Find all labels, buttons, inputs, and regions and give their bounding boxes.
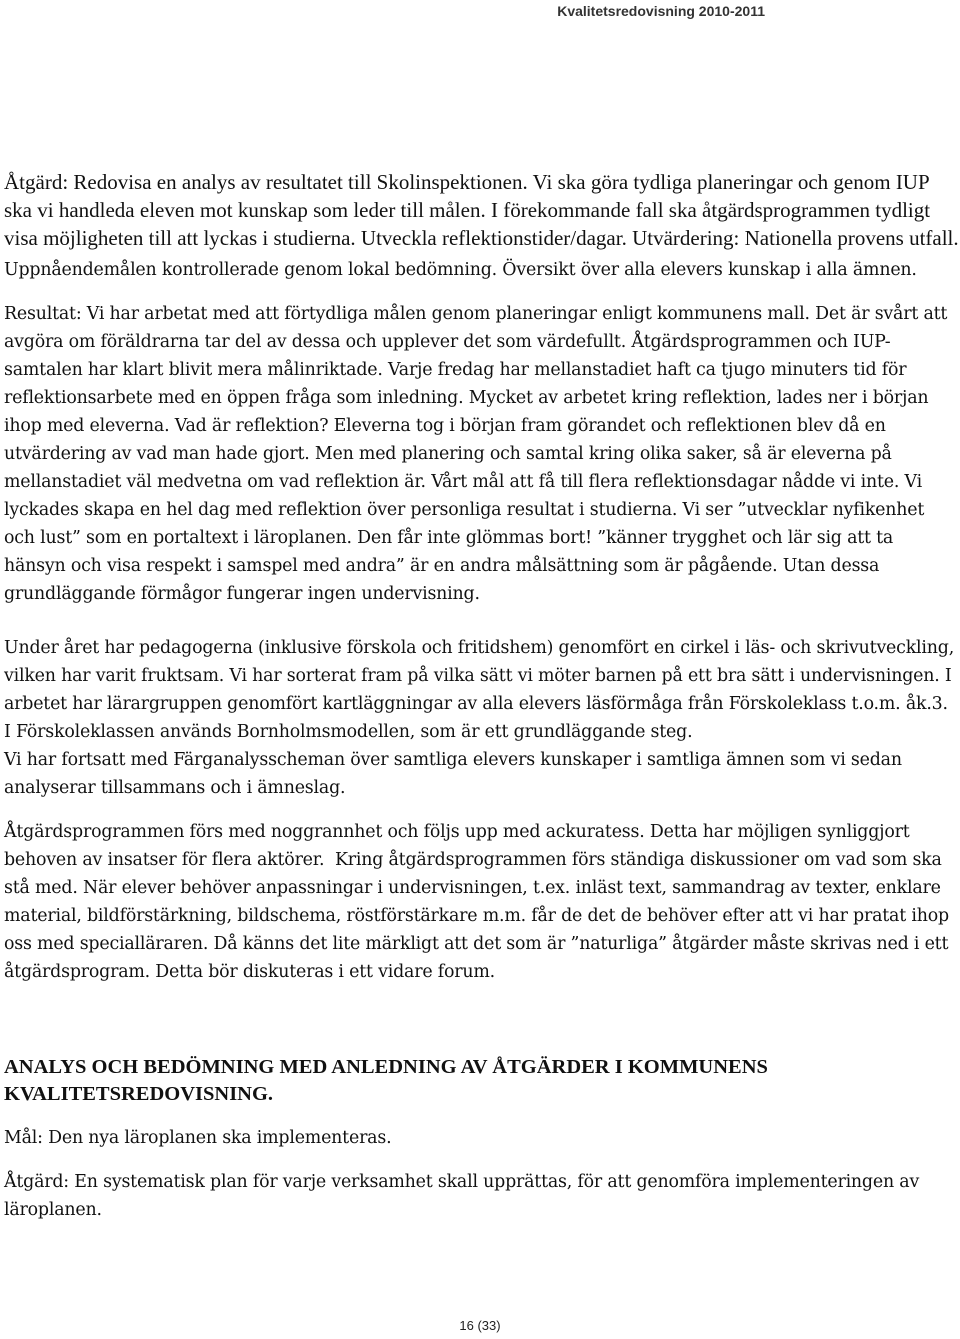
spacer <box>4 986 959 1054</box>
result-paragraph: Resultat: Vi har arbetat med att förtydliga målen genom planeringar enligt kommunens mall. Det är svårt att avgöra om föräldrarna tar del av dessa och upplever det som värdefullt. Åtgärdsprogrammen och IUP-samtalen har klart blivit mera målinriktade. Varje fredag har mellanstadiet haft ca tjugo minuters tid för reflektionsarbete med en öppen fråga som inledning. Mycket av arbetet kring reflektion, lades ner i början ihop med eleverna. Vad är reflektion? Eleverna tog i början fram görandet och reflektionen blev då en utvärdering av vad man hade gjort. Men med planering och samtal kring olika saker, så är eleverna på mellanstadiet väl medvetna om vad reflektion är. Vårt mål att få till flera reflektionsdagar nådde vi inte. Vi lyckades skapa en hel dag med reflektion över personliga resultat i studierna. Vi ser ”utvecklar nyfikenhet och lust” som en portaltext i läroplanen. Den får inte glömmas bort! ”känner trygghet och lär sig att ta hänsyn och visa respekt i samspel med andra” är en andra målsättning som är pågående. Utan dessa grundläggande förmågor fungerar ingen undervisning. <box>4 304 953 604</box>
action-paragraph <box>4 168 959 284</box>
action-text-sans: Uppnåendemålen kontrollerade genom lokal bedömning. Översikt över alla elevers kunskap i alla ämnen. <box>4 260 917 280</box>
page-number: 16 (33) <box>459 1318 501 1333</box>
spacer <box>4 284 959 300</box>
document-header-title: Kvalitetsredovisning 2010-2011 <box>557 3 765 19</box>
action-programs-paragraph: Åtgärdsprogrammen förs med noggrannhet och följs upp med ackuratess. Detta har möjligen synliggjort behoven av insatser för flera aktörer. Kring åtgärdsprogrammen förs ständiga diskussioner om vad som ska stå med. När elever behöver anpassningar i undervisningen, t.ex. inläst text, sammandrag av texter, enklare material, bildförstärkning, bildschema, röstförstärkare m.m. får de det de behöver efter att vi har pratat ihop oss med specialläraren. Då känns det lite märkligt att det som är ”naturliga” åtgärder måste skrivas ned i ett åtgärdsprogram. Detta bör diskuteras i ett vidare forum. <box>4 822 955 982</box>
section-heading: ANALYS OCH BEDÖMNING MED ANLEDNING AV ÅTGÄRDER I KOMMUNENS KVALITETSREDOVISNING. <box>4 1056 768 1105</box>
color-analysis-paragraph: Vi har fortsatt med Färganalysscheman över samtliga elevers kunskaper i samtliga ämnen som vi sedan analyserar tillsammans och i ämneslag. <box>4 750 908 798</box>
action-text-serif: Åtgärd: Redovisa en analys av resultatet till Skolinspektionen. Vi ska göra tydliga planeringar och genom IUP ska vi handleda eleven mot kunskap som leder till målen. I förekommande fall ska åtgärdsprogrammen tydligt visa möjligheten till att lyckas i studierna. Utveckla reflektionstider/dagar. Utvärdering: Nationella provens utfall. <box>4 170 959 250</box>
spacer <box>4 608 959 634</box>
spacer <box>4 1108 959 1124</box>
goal-paragraph: Mål: Den nya läroplanen ska implementeras. <box>4 1128 392 1148</box>
document-body <box>4 168 959 1224</box>
spacer <box>4 1152 959 1168</box>
spacer <box>4 802 959 818</box>
section-action-paragraph: Åtgärd: En systematisk plan för varje verksamhet skall upprättas, för att genomföra implementeringen av läroplanen. <box>4 1172 925 1220</box>
reading-circle-paragraph: Under året har pedagogerna (inklusive förskola och fritidshem) genomfört en cirkel i läs- och skrivutveckling, vilken har varit fruktsam. Vi har sorterat fram på vilka sätt vi möter barnen på ett bra sätt i undervisningen. I arbetet har lärargruppen genomfört kartläggningar av alla elevers läsförmåga från Förskoleklass t.o.m. åk.3. <box>4 638 960 714</box>
bornholm-paragraph: I Förskoleklassen används Bornholmsmodellen, som är ett grundläggande steg. <box>4 722 693 742</box>
